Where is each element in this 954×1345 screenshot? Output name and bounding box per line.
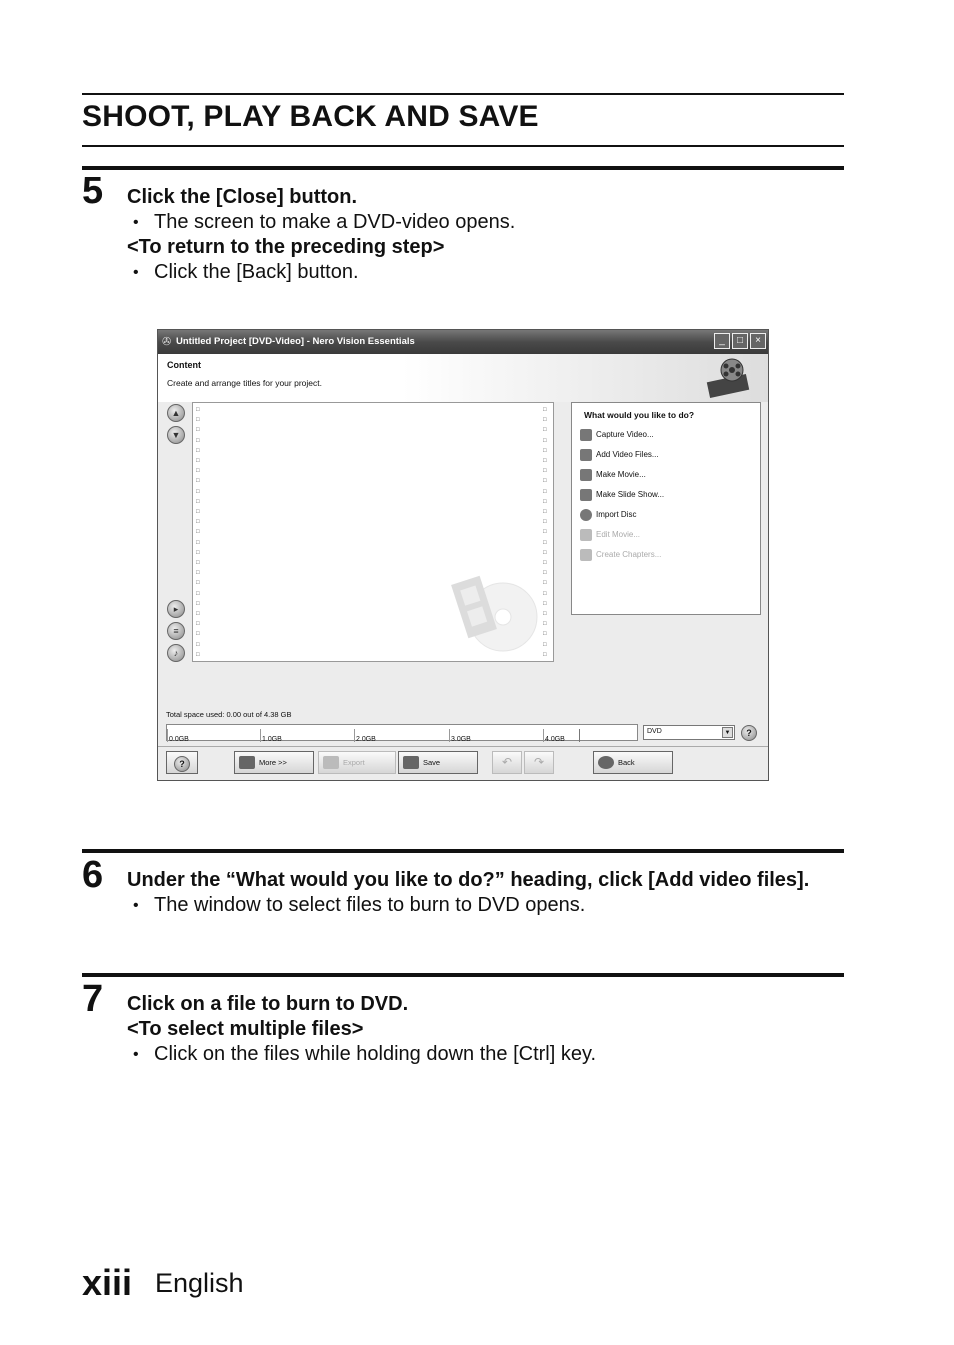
task-edit-movie xyxy=(580,529,640,541)
properties-icon[interactable]: ≡ xyxy=(167,622,185,640)
tick-line xyxy=(543,729,544,742)
task-make-movie[interactable] xyxy=(580,469,646,481)
step-7-instruction: Click on a file to burn to DVD. xyxy=(127,993,409,1015)
step-7-number: 7 xyxy=(82,978,104,1020)
task-add-video-files[interactable] xyxy=(580,449,659,461)
step-6-rule xyxy=(82,849,844,853)
film-perforations-right: □ □ □ □ □ □ □ □ □ □ □ □ □ □ □ □ □ □ □ □ □ □ □ □ □ xyxy=(543,407,547,658)
redo-button xyxy=(524,751,554,774)
film-perforations-left: □ □ □ □ □ □ □ □ □ □ □ □ □ □ □ □ □ □ □ □ □ □ □ □ □ xyxy=(196,407,200,658)
task-create-chapters xyxy=(580,549,661,561)
help-button[interactable] xyxy=(166,751,198,774)
task-pane xyxy=(571,402,761,615)
step-7-bullet-1: • Click on the files while holding down the [Ctrl] key. xyxy=(127,1042,596,1067)
back-arrow-icon xyxy=(598,756,614,769)
disc-help-icon[interactable]: ? xyxy=(741,725,757,741)
step-5-bullet-1: • The screen to make a DVD-video opens. xyxy=(127,210,515,235)
tick-label: 0.0GB xyxy=(169,736,189,743)
step-5-subheading: <To return to the preceding step> xyxy=(127,236,445,258)
step-7-rule xyxy=(82,973,844,977)
export-button-label: Export xyxy=(343,758,365,767)
tick-line xyxy=(449,729,450,742)
save-button[interactable] xyxy=(398,751,478,774)
task-label: Create Chapters... xyxy=(596,550,662,560)
content-subtitle: Create and arrange titles for your project. xyxy=(167,378,322,388)
export-icon xyxy=(323,756,339,769)
more-button[interactable] xyxy=(234,751,314,774)
play-icon[interactable]: ▸ xyxy=(167,600,185,618)
title-rule xyxy=(82,145,844,147)
app-icon: ✇ xyxy=(162,336,172,348)
camera-icon xyxy=(580,429,592,441)
redo-icon: ↷ xyxy=(533,755,545,769)
move-up-icon[interactable]: ▲ xyxy=(167,404,185,422)
nero-vision-window xyxy=(157,329,769,781)
step-5-bullet-2: • Click the [Back] button. xyxy=(127,260,515,285)
task-label: Add Video Files... xyxy=(596,450,659,460)
toolbar-separator xyxy=(158,746,768,747)
step-5-instruction: Click the [Close] button. xyxy=(127,186,357,208)
chevron-down-icon[interactable]: ▼ xyxy=(722,727,733,738)
tick-line xyxy=(167,729,168,742)
task-label: Make Slide Show... xyxy=(596,490,665,500)
slideshow-icon xyxy=(580,489,592,501)
audio-icon[interactable]: ♪ xyxy=(167,644,185,662)
more-icon xyxy=(239,756,255,769)
save-button-label: Save xyxy=(423,758,441,767)
disc-type-select[interactable] xyxy=(643,725,735,740)
task-make-slide-show[interactable] xyxy=(580,489,664,501)
step-6-bullet-1: • The window to select files to burn to DVD opens. xyxy=(127,893,837,918)
disc-type-value: DVD xyxy=(647,728,662,735)
step-7-body xyxy=(127,992,596,1067)
step-7-subheading: <To select multiple files> xyxy=(127,1018,364,1040)
step-6-number: 6 xyxy=(82,854,104,896)
help-icon: ? xyxy=(174,756,190,772)
back-button[interactable] xyxy=(593,751,673,774)
tick-label: 2.0GB xyxy=(356,736,376,743)
space-used-label: Total space used: 0.00 out of 4.38 GB xyxy=(166,710,292,719)
minimize-button[interactable]: _ xyxy=(714,333,730,349)
export-button xyxy=(318,751,396,774)
step-6-body xyxy=(127,868,837,918)
maximize-button[interactable]: □ xyxy=(732,333,748,349)
edit-icon xyxy=(580,529,592,541)
task-label: Capture Video... xyxy=(596,430,654,440)
space-used-bar xyxy=(166,724,638,741)
save-icon xyxy=(403,756,419,769)
undo-button xyxy=(492,751,522,774)
window-titlebar[interactable] xyxy=(158,330,768,354)
more-button-label: More >> xyxy=(259,758,287,767)
disc-icon xyxy=(580,509,592,521)
window-title: Untitled Project [DVD-Video] - Nero Vision Essentials xyxy=(176,336,415,347)
undo-icon: ↶ xyxy=(501,755,513,769)
page-number: xiii xyxy=(82,1262,133,1303)
capacity-marker xyxy=(579,729,580,742)
tick-label: 1.0GB xyxy=(262,736,282,743)
close-button[interactable]: × xyxy=(750,333,766,349)
tick-line xyxy=(354,729,355,742)
task-label: Make Movie... xyxy=(596,470,646,480)
page-language: English xyxy=(155,1268,244,1298)
add-file-icon xyxy=(580,449,592,461)
move-down-icon[interactable]: ▼ xyxy=(167,426,185,444)
film-disc-watermark-icon xyxy=(451,565,541,655)
task-capture-video[interactable] xyxy=(580,429,654,441)
task-import-disc[interactable] xyxy=(580,509,636,521)
tick-label: 4.0GB xyxy=(545,736,565,743)
content-header xyxy=(158,354,768,402)
content-title: Content xyxy=(167,360,201,370)
section-title: SHOOT, PLAY BACK AND SAVE xyxy=(82,100,539,133)
chapters-icon xyxy=(580,549,592,561)
step-6-instruction: Under the “What would you like to do?” heading, click [Add video files]. xyxy=(127,869,810,891)
title-list-pane[interactable] xyxy=(192,402,554,662)
task-pane-heading: What would you like to do? xyxy=(584,410,695,420)
task-label: Edit Movie... xyxy=(596,530,641,540)
step-5-number: 5 xyxy=(82,170,104,212)
tick-line xyxy=(260,729,261,742)
tick-label: 3.0GB xyxy=(451,736,471,743)
step-5-body xyxy=(127,185,515,285)
film-reel-icon xyxy=(706,356,756,400)
top-rule xyxy=(82,93,844,95)
back-button-label: Back xyxy=(618,758,635,767)
task-label: Import Disc xyxy=(596,510,637,520)
movie-icon xyxy=(580,469,592,481)
step-5-rule xyxy=(82,166,844,170)
